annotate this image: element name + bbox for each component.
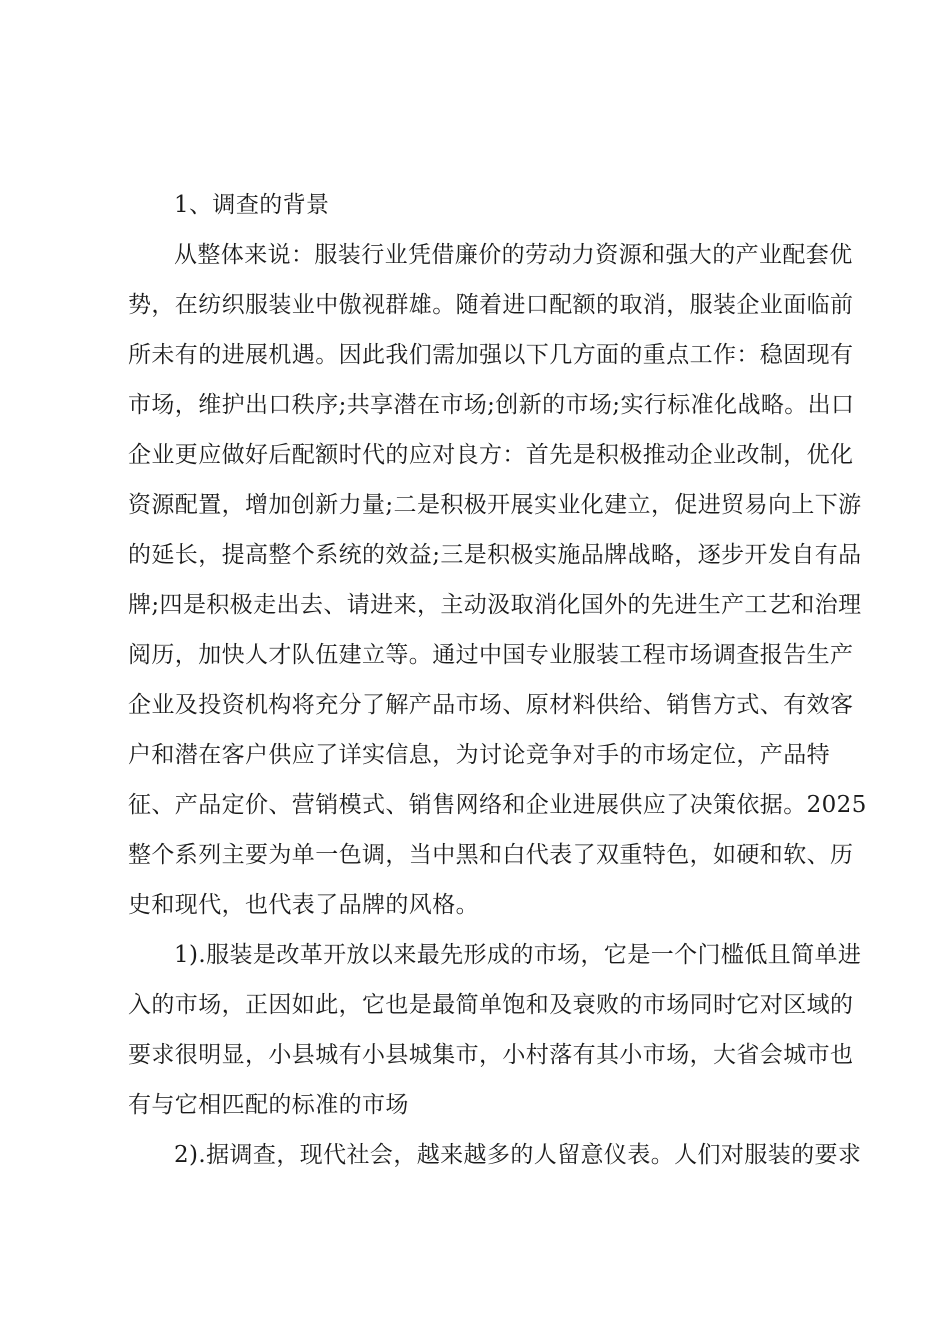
paragraph-line: 资源配置，增加创新力量;二是积极开展实业化建立，促进贸易向上下游 — [128, 492, 862, 518]
paragraph-line: 阅历，加快人才队伍建立等。通过中国专业服装工程市场调查报告生产 — [128, 642, 854, 668]
paragraph-line: 征、产品定价、营销模式、销售网络和企业进展供应了决策依据。2025 — [128, 792, 867, 818]
section-heading: 1、调查的背景 — [174, 192, 330, 218]
paragraph-line: 牌;四是积极走出去、请进来，主动汲取消化国外的先进生产工艺和治理 — [128, 592, 862, 618]
paragraph-line: 市场，维护出口秩序;共享潜在市场;创新的市场;实行标准化战略。出口 — [128, 392, 855, 418]
paragraph-line: 入的市场，正因如此，它也是最简单饱和及衰败的市场同时它对区域的 — [128, 992, 854, 1018]
paragraph-line: 2).据调查，现代社会，越来越多的人留意仪表。人们对服装的要求 — [174, 1142, 862, 1168]
paragraph-line: 的延长，提高整个系统的效益;三是积极实施品牌战略，逐步开发自有品 — [128, 542, 862, 568]
paragraph-line: 要求很明显，小县城有小县城集市，小村落有其小市场，大省会城市也 — [128, 1042, 854, 1068]
paragraph-line: 从整体来说：服装行业凭借廉价的劳动力资源和强大的产业配套优 — [174, 242, 853, 268]
paragraph-line: 势，在纺织服装业中傲视群雄。随着进口配额的取消，服装企业面临前 — [128, 292, 854, 318]
paragraph-line: 有与它相匹配的标准的市场 — [128, 1092, 409, 1118]
paragraph-line: 整个系列主要为单一色调，当中黑和白代表了双重特色，如硬和软、历 — [128, 842, 854, 868]
paragraph-line: 户和潜在客户供应了详实信息，为讨论竞争对手的市场定位，产品特 — [128, 742, 830, 768]
paragraph-line: 史和现代，也代表了品牌的风格。 — [128, 892, 479, 918]
paragraph-line: 所未有的进展机遇。因此我们需加强以下几方面的重点工作：稳固现有 — [128, 342, 854, 368]
paragraph-line: 企业更应做好后配额时代的应对良方：首先是积极推动企业改制，优化 — [128, 442, 854, 468]
paragraph-line: 企业及投资机构将充分了解产品市场、原材料供给、销售方式、有效客 — [128, 692, 854, 718]
paragraph-line: 1).服装是改革开放以来最先形成的市场，它是一个门槛低且简单进 — [174, 942, 862, 968]
